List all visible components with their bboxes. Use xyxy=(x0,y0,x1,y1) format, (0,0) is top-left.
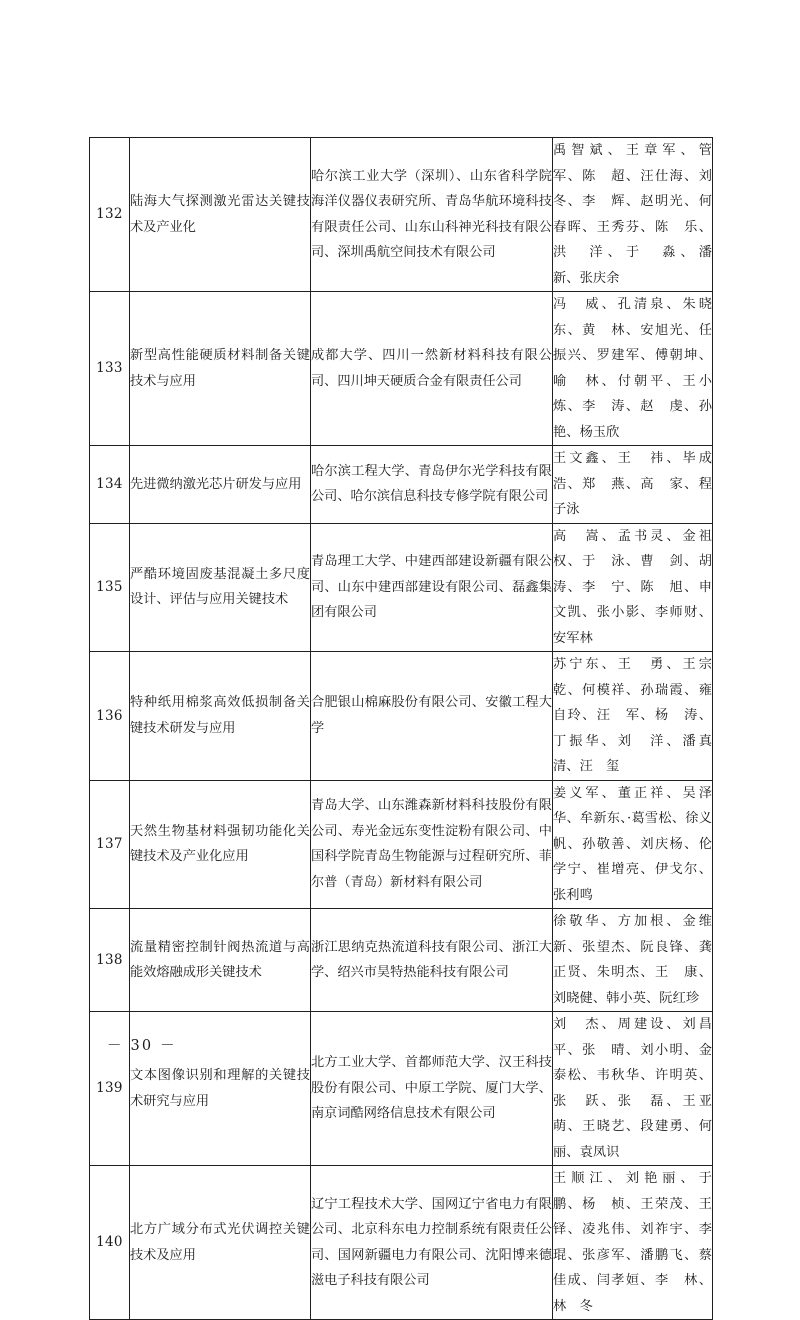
people-cell: 苏宁东、王 勇、王宗乾、何模祥、孙瑞霞、雍自玲、汪 军、杨 涛、丁振华、刘 洋、潘真清、汪 玺 xyxy=(553,652,713,781)
project-name-cell: 特种纸用棉浆高效低损制备关键技术研发与应用 xyxy=(130,652,311,781)
organizations-cell: 哈尔滨工业大学（深圳）、山东省科学院海洋仪器仪表研究所、青岛华航环境科技有限责任公司、山东山科神光科技有限公司、深圳禹航空间技术有限公司 xyxy=(311,138,553,292)
row-number-cell: 132 xyxy=(90,138,130,292)
project-name-cell: 流量精密控制针阀热流道与高能效熔融成形关键技术 xyxy=(130,909,311,1012)
table-row xyxy=(90,652,713,781)
row-number-cell: 138 xyxy=(90,909,130,1012)
project-name-cell: 北方广域分布式光伏调控关键技术及应用 xyxy=(130,1166,311,1320)
table-row xyxy=(90,1012,713,1166)
people-cell: 王顺江、刘艳丽、于 鹏、杨 桢、王荣茂、王 铎、凌兆伟、刘祚宇、李 琨、张彦军、潘鹏飞、蔡佳成、闫孝姮、李 林、林 冬 xyxy=(553,1166,713,1320)
people-cell: 禹智斌、王章军、管 军、陈 超、汪仕海、刘 冬、李 辉、赵明光、何春晖、王秀芬、陈 乐、洪 洋、于 淼、潘 新、张庆余 xyxy=(553,138,713,292)
table-row xyxy=(90,523,713,652)
organizations-cell: 青岛大学、山东潍森新材料科技股份有限公司、寿光金远东变性淀粉有限公司、中国科学院青岛生物能源与过程研究所、菲尔普（青岛）新材料有限公司 xyxy=(311,780,553,909)
row-number-cell: 134 xyxy=(90,446,130,524)
row-number-cell: 139 xyxy=(90,1012,130,1166)
project-name-cell: 文本图像识别和理解的关键技术研究与应用 xyxy=(130,1012,311,1166)
people-cell: 刘 杰、周建设、刘昌平、张 晴、刘小明、金泰松、韦秋华、许明英、张 跃、张 磊、王亚萌、王晓艺、段建勇、何 丽、袁凤识 xyxy=(553,1012,713,1166)
organizations-cell: 北方工业大学、首都师范大学、汉王科技股份有限公司、中原工学院、厦门大学、南京词酷网络信息技术有限公司 xyxy=(311,1012,553,1166)
organizations-cell: 合肥银山棉麻股份有限公司、安徽工程大学 xyxy=(311,652,553,781)
page-number: － 30 － xyxy=(107,1038,177,1054)
row-number-cell: 136 xyxy=(90,652,130,781)
organizations-cell: 成都大学、四川一然新材料科技有限公司、四川坤天硬质合金有限责任公司 xyxy=(311,292,553,446)
row-number-cell: 135 xyxy=(90,523,130,652)
people-cell: 姜义军、董正祥、吴泽华、牟新东、·葛雪松、徐义帆、孙敬善、刘庆杨、伦学宁、崔增亮、伊戈尔、张利鸣 xyxy=(553,780,713,909)
table-row xyxy=(90,909,713,1012)
project-name-cell: 严酷环境固废基混凝土多尺度设计、评估与应用关键技术 xyxy=(130,523,311,652)
organizations-cell: 青岛理工大学、中建西部建设新疆有限公司、山东中建西部建设有限公司、磊鑫集团有限公司 xyxy=(311,523,553,652)
organizations-cell: 哈尔滨工程大学、青岛伊尔光学科技有限公司、哈尔滨信息科技专修学院有限公司 xyxy=(311,446,553,524)
row-number-cell: 140 xyxy=(90,1166,130,1320)
people-cell: 王文鑫、王 祎、毕成浩、郑 燕、高 家、程子泳 xyxy=(553,446,713,524)
row-number-cell: 137 xyxy=(90,780,130,909)
organizations-cell: 辽宁工程技术大学、国网辽宁省电力有限公司、北京科东电力控制系统有限责任公司、国网新疆电力有限公司、沈阳博来德滋电子科技有限公司 xyxy=(311,1166,553,1320)
organizations-cell: 浙江思纳克热流道科技有限公司、浙江大学、绍兴市昊特热能科技有限公司 xyxy=(311,909,553,1012)
project-name-cell: 新型高性能硬质材料制备关键技术与应用 xyxy=(130,292,311,446)
project-name-cell: 先进微纳激光芯片研发与应用 xyxy=(130,446,311,524)
row-number-cell: 133 xyxy=(90,292,130,446)
table-row xyxy=(90,780,713,909)
table-row xyxy=(90,446,713,524)
table-body xyxy=(90,138,726,1320)
award-projects-table xyxy=(89,137,726,1320)
people-cell: 冯 威、孔清泉、朱晓东、黄 林、安旭光、任振兴、罗建军、傅朝坤、喻 林、付朝平、王小炼、李 涛、赵 虔、孙 艳、杨玉欣 xyxy=(553,292,713,446)
people-cell: 徐敬华、方加根、金维新、张望杰、阮良锋、龚正贤、朱明杰、王 康、刘晓健、韩小英、阮红珍 xyxy=(553,909,713,1012)
project-name-cell: 陆海大气探测激光雷达关键技术及产业化 xyxy=(130,138,311,292)
table-row xyxy=(90,292,713,446)
people-cell: 高 嵩、孟书灵、金祖权、于 泳、曹 剑、胡 涛、李 宁、陈 旭、申文凯、张小影、李师财、安军林 xyxy=(553,523,713,652)
table-row xyxy=(90,1166,713,1320)
table-row xyxy=(90,138,713,292)
project-name-cell: 天然生物基材料强韧功能化关键技术及产业化应用 xyxy=(130,780,311,909)
